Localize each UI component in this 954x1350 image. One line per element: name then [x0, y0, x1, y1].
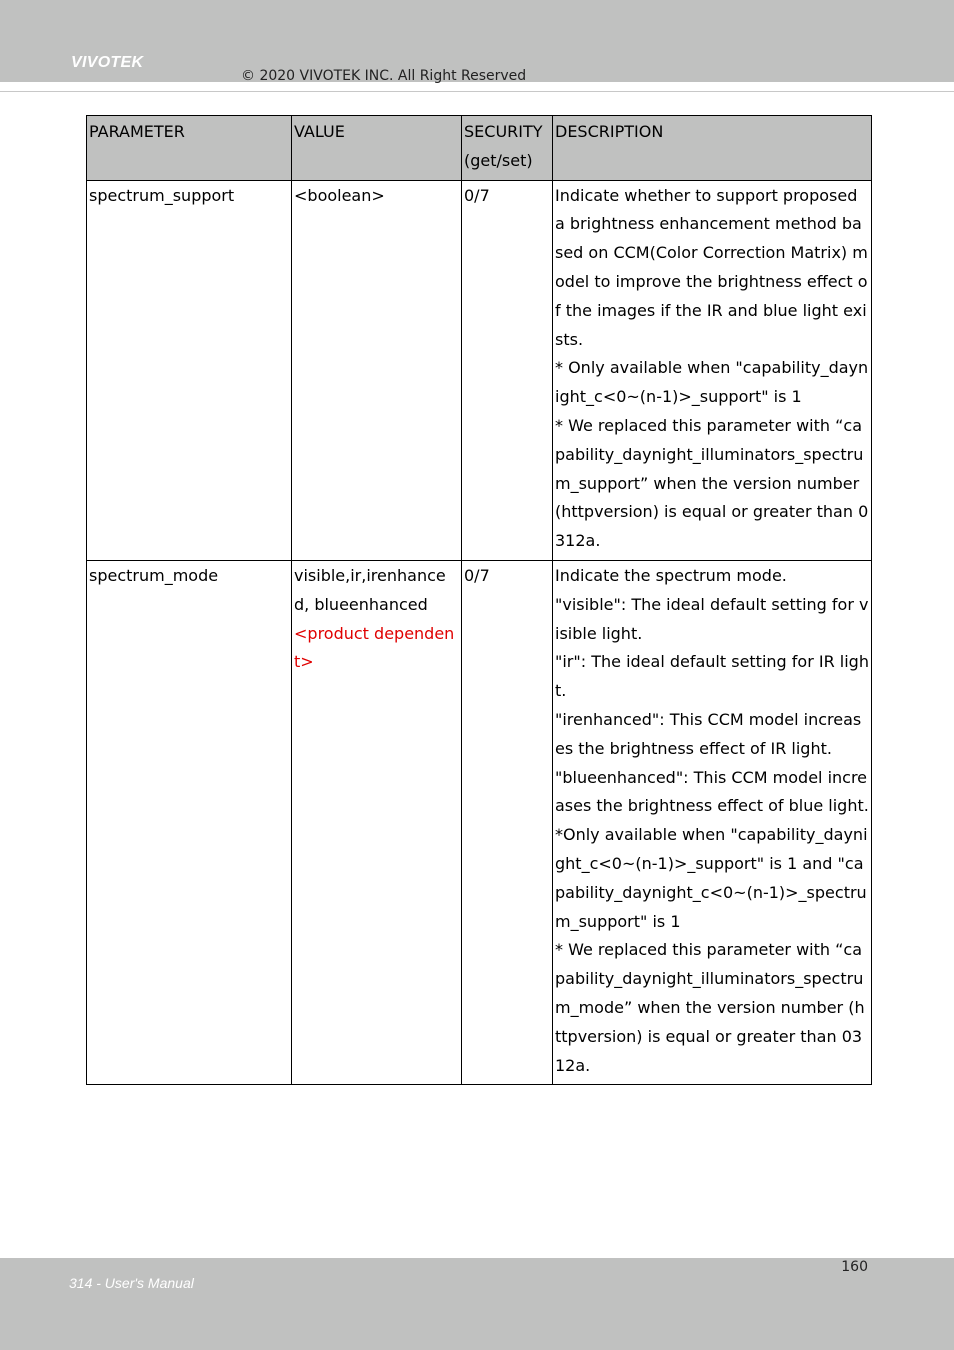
header-divider [0, 91, 954, 92]
description-line: * Only available when "capability_daynight_c<0~(n-1)>_support" is 1 [555, 358, 869, 407]
value-note: <product dependent> [294, 623, 455, 672]
table-row [87, 180, 872, 560]
description-line: * We replaced this parameter with “capability_daynight_illuminators_spectrum_mode” when the version number (httpversion) is equal or greater than 0312a. [555, 940, 865, 1075]
description-line: "visible": The ideal default setting for visible light. [555, 594, 869, 643]
param-description [553, 180, 872, 560]
param-description [553, 560, 872, 1084]
header-security [462, 116, 553, 181]
description-line: *Only available when "capability_daynight_c<0~(n-1)>_support" is 1 and "capability_daynight_c<0~(n-1)>_spectrum_support" is 1 [555, 825, 868, 931]
manual-page-label: 314 - User's Manual [69, 1275, 194, 1291]
table-header-row [87, 116, 872, 181]
header-security-label: SECURITY [464, 122, 543, 141]
header-parameter: PARAMETER [87, 116, 292, 181]
page-number: 160 [841, 1259, 868, 1275]
param-name: spectrum_mode [87, 560, 292, 1084]
description-line: * We replaced this parameter with “capability_daynight_illuminators_spectrum_support” when the version number (httpversion) is equal or greater than 0312a. [555, 415, 869, 551]
param-value: <boolean> [292, 180, 462, 560]
parameter-table [86, 115, 872, 1085]
description-line: Indicate whether to support proposed a brightness enhancement method based on CCM(Color Correction Matrix) model to improve the brightness effect of the images if the IR and blue light exists. [555, 185, 868, 349]
footer-band [0, 1258, 954, 1350]
param-security: 0/7 [462, 180, 553, 560]
table-row [87, 560, 872, 1084]
param-security: 0/7 [462, 560, 553, 1084]
param-value [292, 560, 462, 1084]
description-line: "irenhanced": This CCM model increases the brightness effect of IR light. [555, 709, 862, 758]
description-line: Indicate the spectrum mode. [555, 565, 787, 585]
description-line: "blueenhanced": This CCM model increases the brightness effect of blue light. [555, 767, 869, 816]
header-value: VALUE [292, 116, 462, 181]
header-security-subtitle: (get/set) [464, 150, 533, 170]
copyright-notice: © 2020 VIVOTEK INC. All Right Reserved [241, 68, 527, 84]
brand-logo-text: VIVOTEK [71, 54, 144, 71]
description-line: "ir": The ideal default setting for IR light. [555, 652, 869, 701]
param-name: spectrum_support [87, 180, 292, 560]
header-description: DESCRIPTION [553, 116, 872, 181]
value-options: visible,ir,irenhanced, blueenhanced [294, 565, 446, 614]
